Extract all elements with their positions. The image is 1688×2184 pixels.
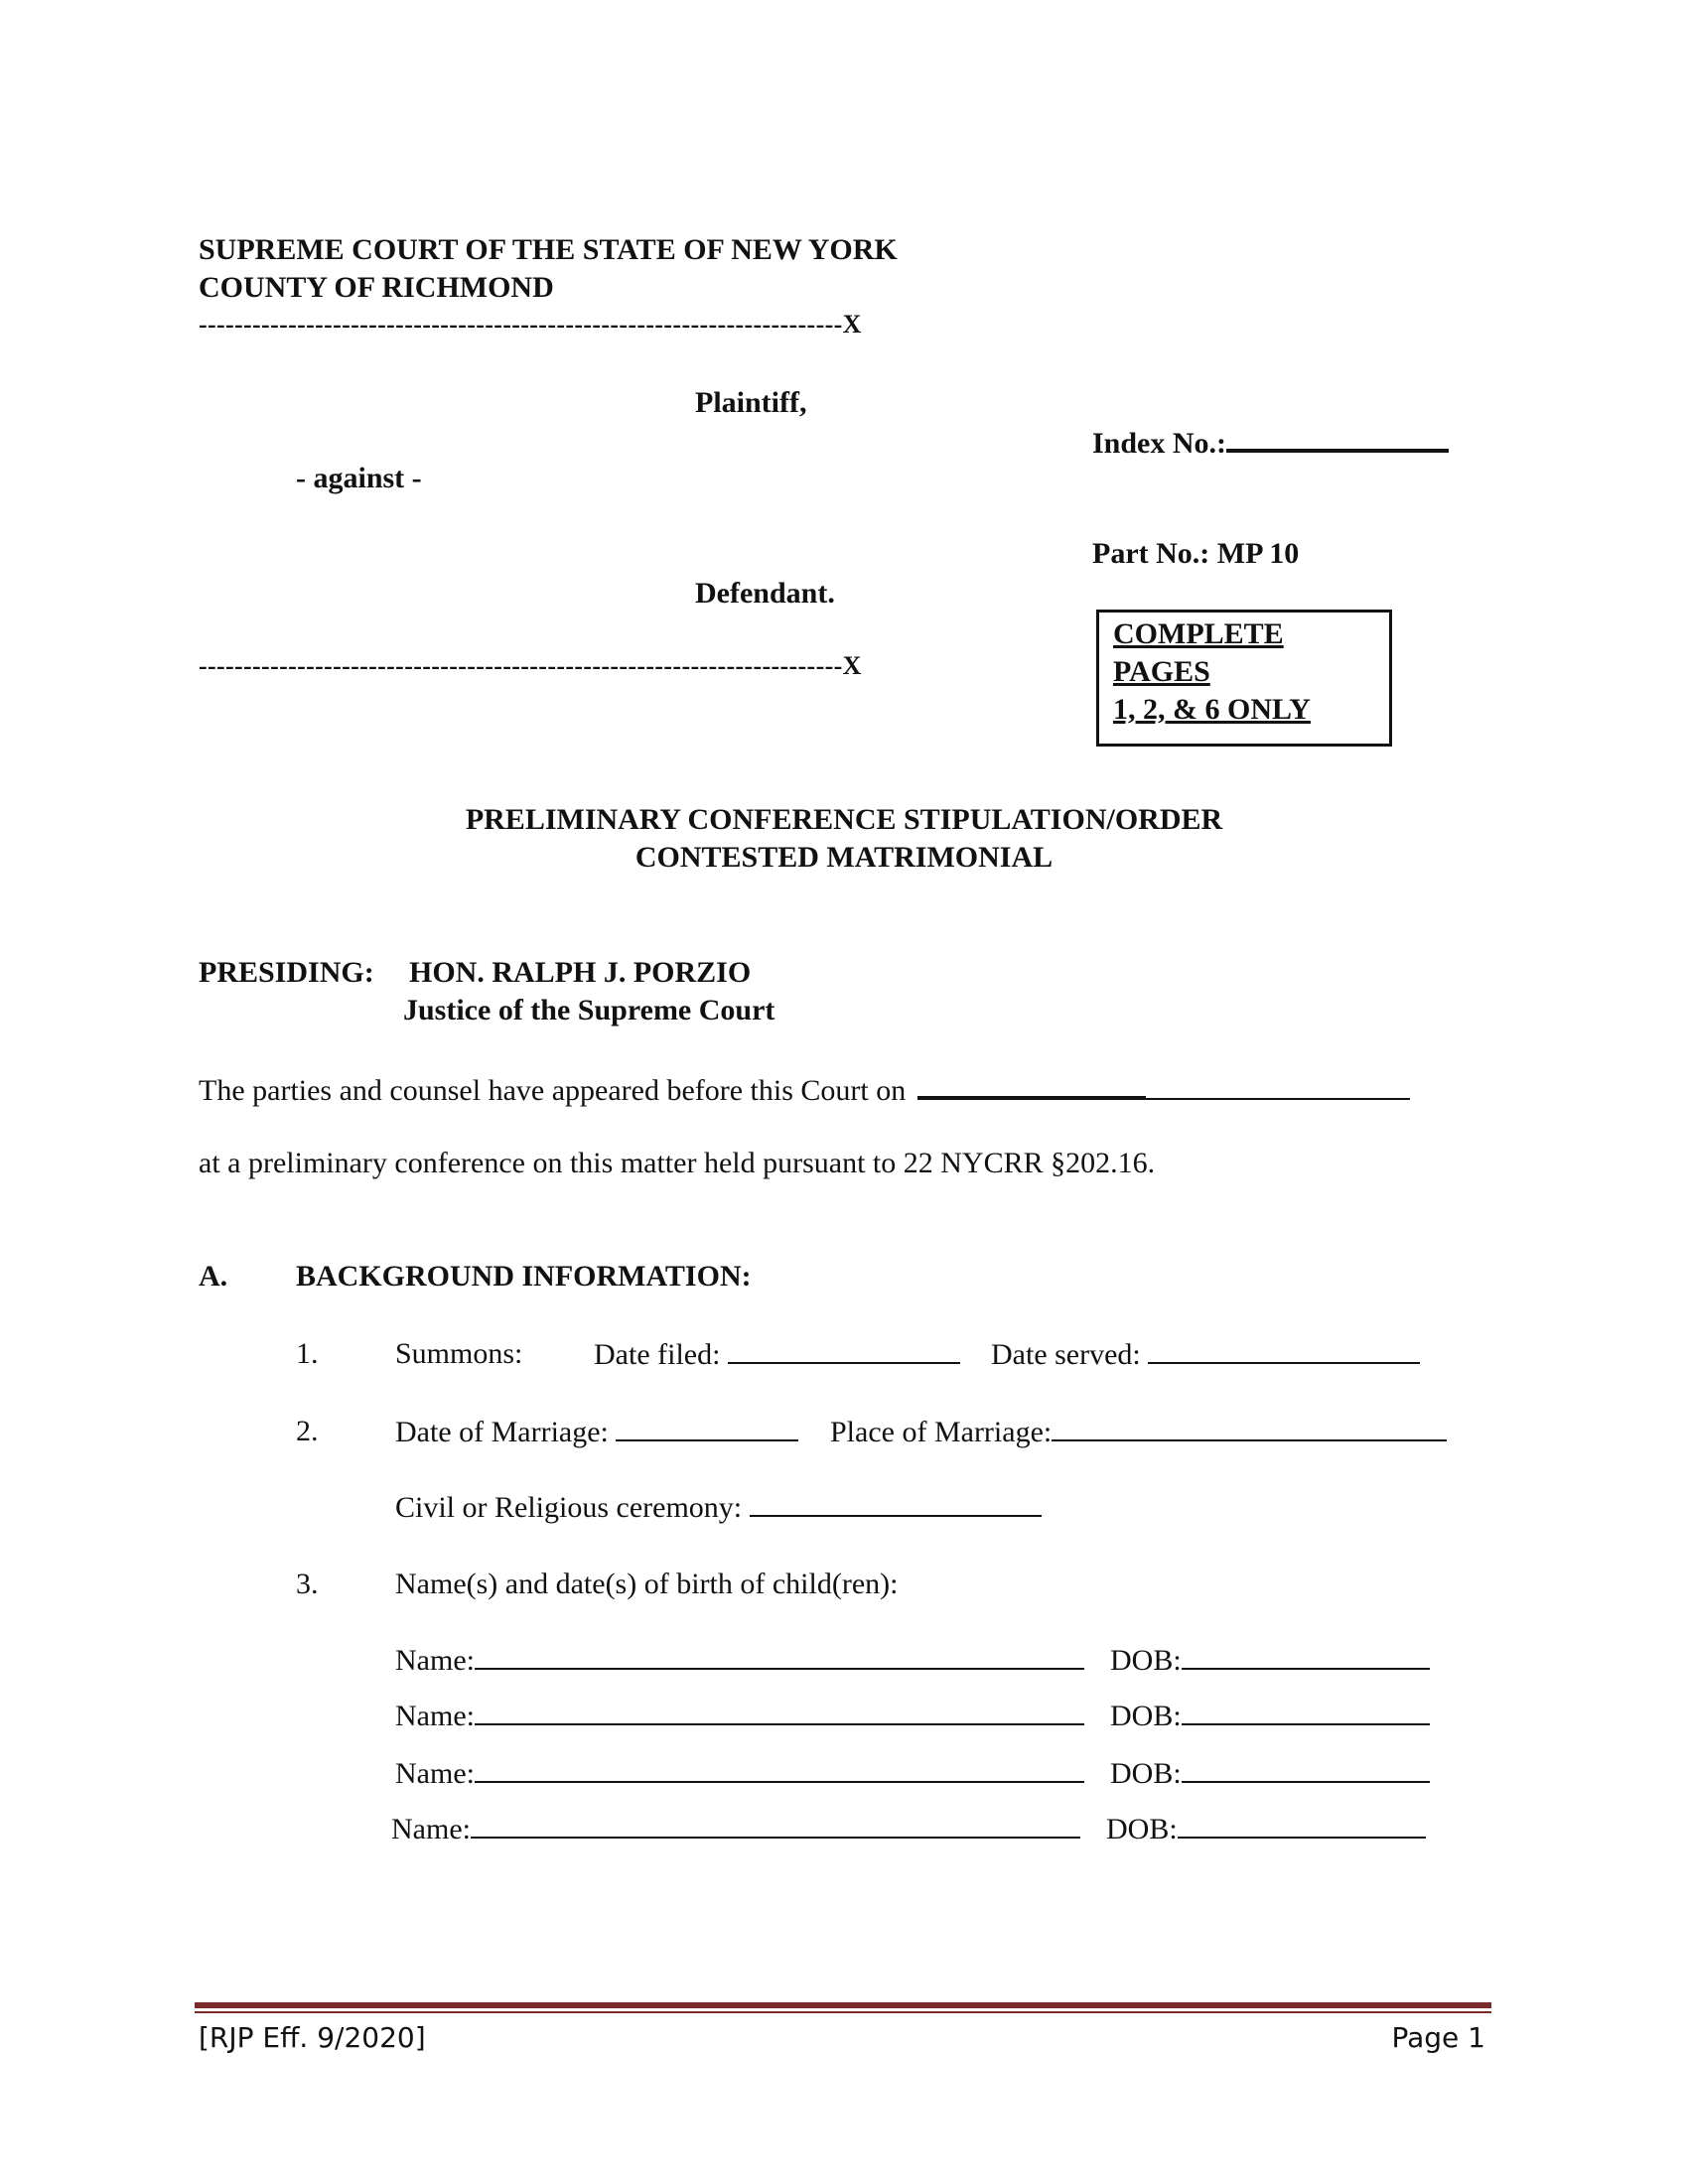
- date-served-field[interactable]: [991, 1336, 1420, 1373]
- child-name-blank[interactable]: [475, 1698, 1084, 1725]
- child-dob-blank[interactable]: [1182, 1755, 1430, 1783]
- notice-line-3: 1, 2, & 6 ONLY: [1113, 693, 1311, 726]
- child-dob-label: DOB:: [1110, 1757, 1182, 1790]
- child-name-label: Name:: [395, 1757, 475, 1790]
- index-number-label: Index No.:: [1092, 427, 1227, 460]
- child-dob-label: DOB:: [1110, 1644, 1182, 1677]
- marriage-date-blank[interactable]: [616, 1414, 798, 1441]
- date-filed-label: Date filed:: [594, 1338, 721, 1371]
- appearance-date-blank-extended[interactable]: [1146, 1072, 1410, 1100]
- footer-rule-thin: [195, 2011, 1491, 2013]
- footer-rule-thick: [195, 2002, 1491, 2008]
- child-dob-blank[interactable]: [1182, 1698, 1430, 1725]
- plaintiff-label: Plaintiff,: [695, 386, 807, 419]
- child-dob-field[interactable]: [1110, 1642, 1430, 1679]
- child-name-field[interactable]: [391, 1811, 1080, 1847]
- ceremony-field[interactable]: [395, 1489, 1042, 1526]
- section-a-letter: A.: [199, 1260, 228, 1293]
- appearance-text: The parties and counsel have appeared before this Court on: [199, 1074, 907, 1107]
- marriage-date-label: Date of Marriage:: [395, 1416, 609, 1448]
- summons-label: Summons:: [395, 1337, 523, 1370]
- item-2-number: 2.: [296, 1415, 319, 1447]
- judge-title: Justice of the Supreme Court: [403, 994, 775, 1026]
- complete-pages-notice: [1096, 610, 1392, 747]
- date-served-blank[interactable]: [1148, 1336, 1420, 1364]
- child-dob-field[interactable]: [1110, 1698, 1430, 1734]
- page-number: Page 1: [1391, 2021, 1485, 2054]
- marriage-date-field[interactable]: [395, 1414, 798, 1450]
- index-number-field[interactable]: [1092, 423, 1449, 462]
- document-subtitle: CONTESTED MATRIMONIAL: [634, 841, 1054, 874]
- presiding-label: PRESIDING:: [199, 956, 374, 989]
- child-dob-label: DOB:: [1106, 1813, 1178, 1845]
- child-name-field[interactable]: [395, 1755, 1084, 1792]
- county-name: COUNTY OF RICHMOND: [199, 271, 554, 304]
- document-title: PRELIMINARY CONFERENCE STIPULATION/ORDER: [465, 803, 1223, 836]
- notice-line-2: PAGES: [1113, 655, 1210, 688]
- marriage-place-field[interactable]: [830, 1414, 1447, 1450]
- child-name-label: Name:: [395, 1700, 475, 1732]
- form-revision: [RJP Eff. 9/2020]: [199, 2021, 426, 2054]
- marriage-place-label: Place of Marriage:: [830, 1416, 1053, 1448]
- caption-separator-top: ------------------------------------------------------------------------X: [199, 310, 862, 339]
- notice-line-1: COMPLETE: [1113, 617, 1284, 650]
- item-3-number: 3.: [296, 1568, 319, 1600]
- child-dob-blank[interactable]: [1178, 1811, 1426, 1839]
- ceremony-label: Civil or Religious ceremony:: [395, 1491, 743, 1524]
- child-name-field[interactable]: [395, 1698, 1084, 1734]
- conference-statement: at a preliminary conference on this matter held pursuant to 22 NYCRR §202.16.: [199, 1147, 1156, 1179]
- child-name-label: Name:: [395, 1644, 475, 1677]
- against-label: - against -: [296, 462, 422, 494]
- appearance-date-blank[interactable]: [917, 1070, 1146, 1100]
- date-filed-field[interactable]: [594, 1336, 960, 1373]
- child-dob-field[interactable]: [1106, 1811, 1426, 1847]
- presiding-judge: HON. RALPH J. PORZIO: [409, 956, 752, 989]
- child-dob-label: DOB:: [1110, 1700, 1182, 1732]
- defendant-label: Defendant.: [695, 577, 835, 610]
- child-name-field[interactable]: [395, 1642, 1084, 1679]
- child-dob-blank[interactable]: [1182, 1642, 1430, 1670]
- children-label: Name(s) and date(s) of birth of child(ren):: [395, 1568, 899, 1600]
- child-name-blank[interactable]: [475, 1642, 1084, 1670]
- item-1-number: 1.: [296, 1337, 319, 1370]
- ceremony-blank[interactable]: [750, 1489, 1042, 1517]
- part-number: Part No.: MP 10: [1092, 537, 1300, 570]
- index-number-blank[interactable]: [1226, 423, 1449, 453]
- child-dob-field[interactable]: [1110, 1755, 1430, 1792]
- child-name-label: Name:: [391, 1813, 471, 1845]
- date-served-label: Date served:: [991, 1338, 1141, 1371]
- child-name-blank[interactable]: [471, 1811, 1080, 1839]
- section-a-heading: BACKGROUND INFORMATION:: [296, 1260, 752, 1293]
- marriage-place-blank[interactable]: [1052, 1414, 1447, 1441]
- caption-separator-bottom: ------------------------------------------------------------------------X: [199, 651, 862, 680]
- court-name: SUPREME COURT OF THE STATE OF NEW YORK: [199, 233, 898, 266]
- child-name-blank[interactable]: [475, 1755, 1084, 1783]
- date-filed-blank[interactable]: [728, 1336, 960, 1364]
- appearance-line: [199, 1070, 1410, 1109]
